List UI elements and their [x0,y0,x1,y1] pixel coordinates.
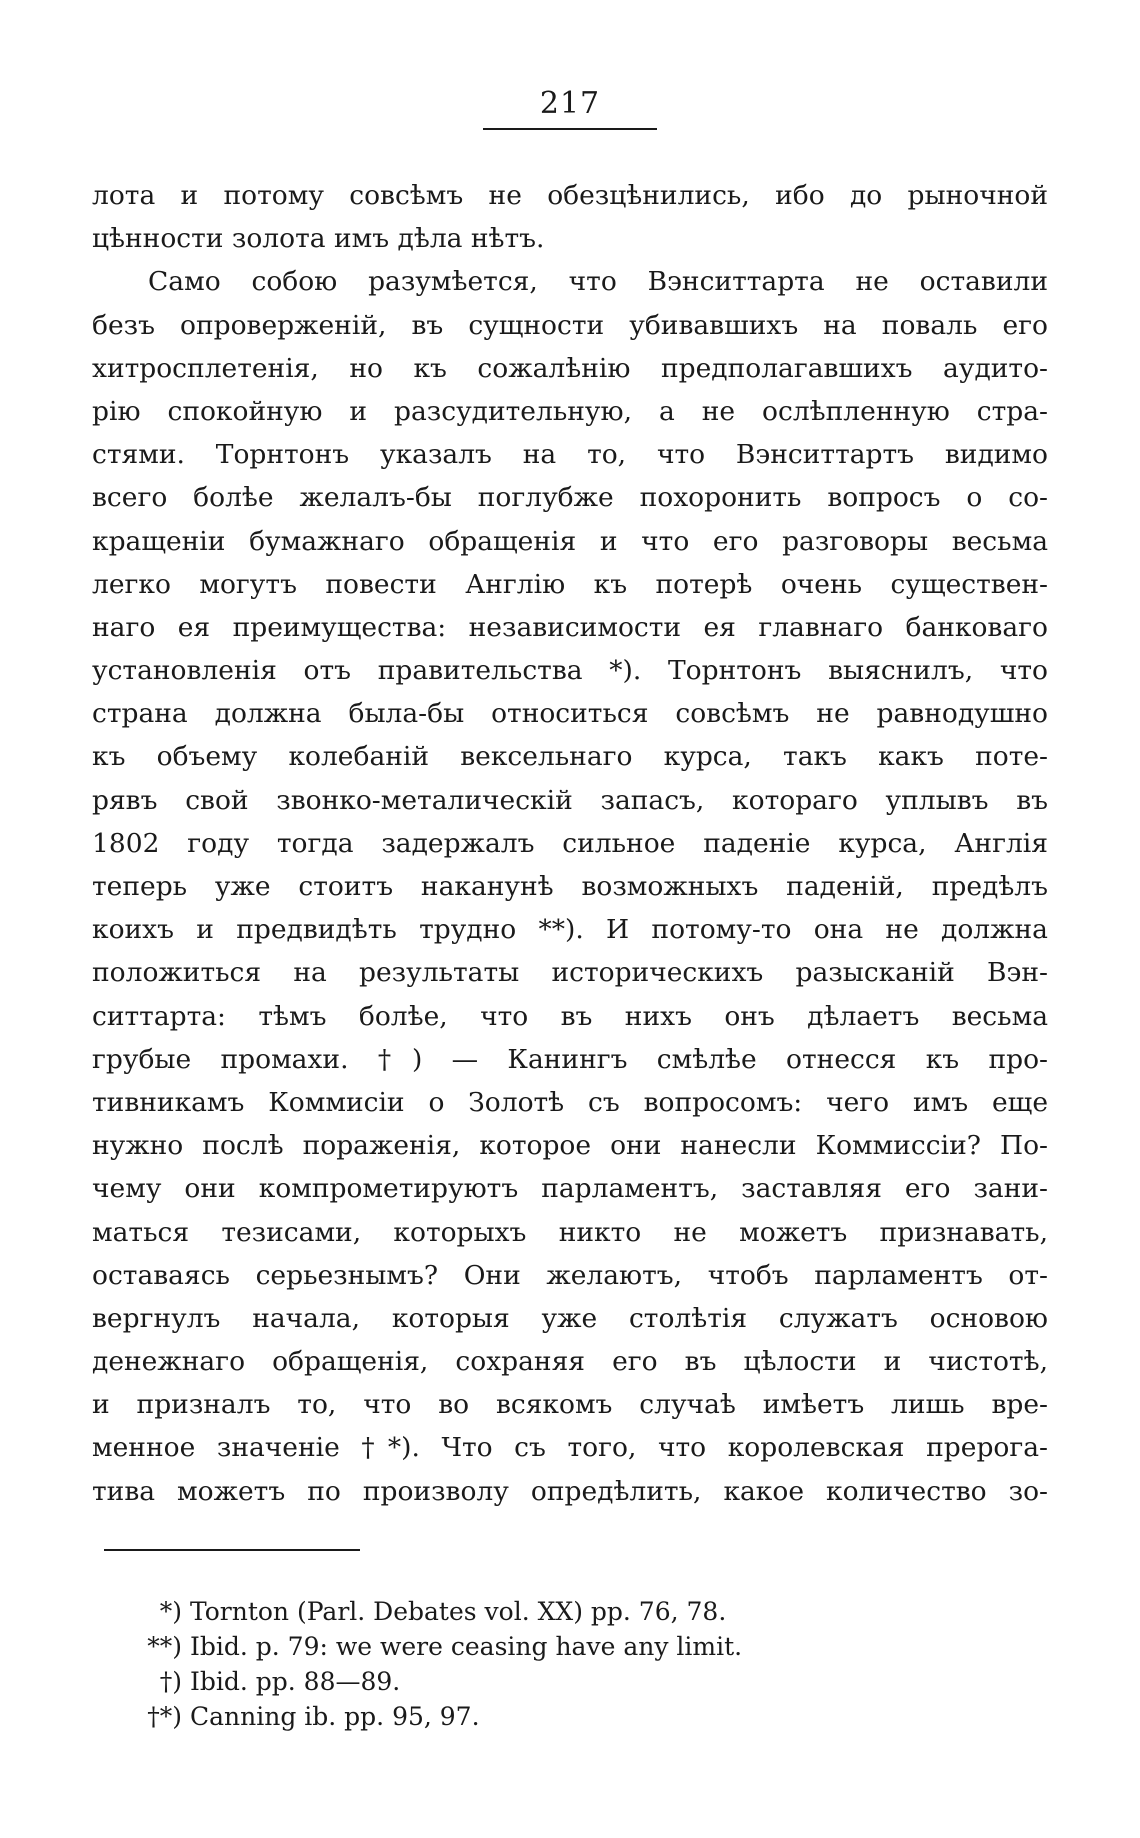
footnote-text: Ibid. p. 79: we were ceasing have any limit. [190,1632,743,1661]
text-line: хитросплетенія, но къ сожалѣнію предполагавшихъ аудито- [92,352,1048,384]
text-line: цѣнности золота имъ дѣла нѣтъ. [92,223,545,255]
text-line: кращеніи бумажнаго обращенія и что его разговоры весьма [92,525,1048,557]
text-line: всего болѣе желалъ-бы поглубже похоронить вопросъ о со- [92,482,1048,514]
text-line: легко могутъ повести Англію къ потерѣ очень существен- [92,568,1048,600]
text-line: тивникамъ Коммисіи о Золотѣ съ вопросомъ: чего имъ еще [92,1086,1048,1118]
text-line: стями. Торнтонъ указалъ на то, что Вэнситтартъ видимо [92,439,1048,471]
footnote-text: Canning ib. pp. 95, 97. [190,1702,480,1731]
text-line: тива можетъ по произволу опредѣлить, какое количество зо- [92,1475,1048,1507]
text-line: теперь уже стоитъ наканунѣ возможныхъ паденій, предѣлъ [92,871,1048,902]
text-line: грубые промахи. †) — Канингъ смѣлѣе отнесся къ про- [92,1043,1048,1075]
text-line: ситтарта: тѣмъ болѣе, что въ нихъ онъ дѣлаетъ весьма [92,1000,1048,1032]
text-line: менное значеніе †*). Что съ того, что королевская прерога- [92,1432,1048,1464]
text-line: лота и потому совсѣмъ не обезцѣнились, ибо до рыночной [92,180,1048,211]
text-line: 1802 году тогда задержалъ сильное паденіе курса, Англія [92,827,1048,859]
text-line: денежнаго обращенія, сохраняя его въ цѣлости и чистотѣ, [92,1346,1048,1378]
text-line: маться тезисами, которыхъ никто не можетъ признавать, [92,1216,1048,1248]
footnote [132,1664,932,1699]
text-line: и призналъ то, что во всякомъ случаѣ имѣетъ лишь вре- [92,1389,1048,1421]
text-line: наго ея преимущества: независимости ея главнаго банковаго [92,611,1048,643]
text-line: нужно послѣ пораженія, которое они нанесли Коммиссіи? По- [92,1130,1048,1162]
footnote [132,1629,932,1664]
text-line: страна должна была-бы относиться совсѣмъ не равнодушно [92,698,1048,730]
text-line: безъ опроверженій, въ сущности убивавшихъ на поваль его [92,309,1048,341]
footnote-mark: **) [147,1632,182,1661]
text-line: Само собою разумѣется, что Вэнситтарта не оставили [148,266,1048,298]
text-line: положиться на результаты историческихъ разысканій Вэн- [92,957,1048,989]
footnote-mark: *) [159,1597,182,1626]
footnote [132,1699,932,1734]
footnote-text: Ibid. pp. 88—89. [190,1667,401,1696]
text-line: установленія отъ правительства *). Торнтонъ выяснилъ, что [92,655,1048,687]
footnote-rule [104,1549,360,1551]
text-line: вергнулъ начала, которыя уже столѣтія служатъ основою [92,1302,1048,1334]
page-number: 217 [539,86,601,121]
text-line: рію спокойную и разсудительную, а не ослѣпленную стра- [92,395,1048,427]
header-rule [483,128,657,130]
body-text [92,174,1048,1513]
text-line: къ объему колебаній вексельнаго курса, такъ какъ поте- [92,741,1048,773]
text-line: рявъ свой звонко-металическій запасъ, котораго уплывъ въ [92,784,1048,816]
text-line: коихъ и предвидѣть трудно **). И потому-то она не должна [92,914,1048,946]
footnote-mark: †) [159,1667,182,1696]
footnote [132,1594,932,1629]
text-line: чему они компрометируютъ парламентъ, заставляя его зани- [92,1173,1048,1205]
text-line: оставаясь серьезнымъ? Они желаютъ, чтобъ парламентъ от- [92,1259,1048,1291]
footnote-mark: †*) [147,1702,182,1731]
footnotes [132,1594,932,1734]
footnote-text: Tornton (Parl. Debates vol. XX) pp. 76, 78. [190,1597,727,1626]
